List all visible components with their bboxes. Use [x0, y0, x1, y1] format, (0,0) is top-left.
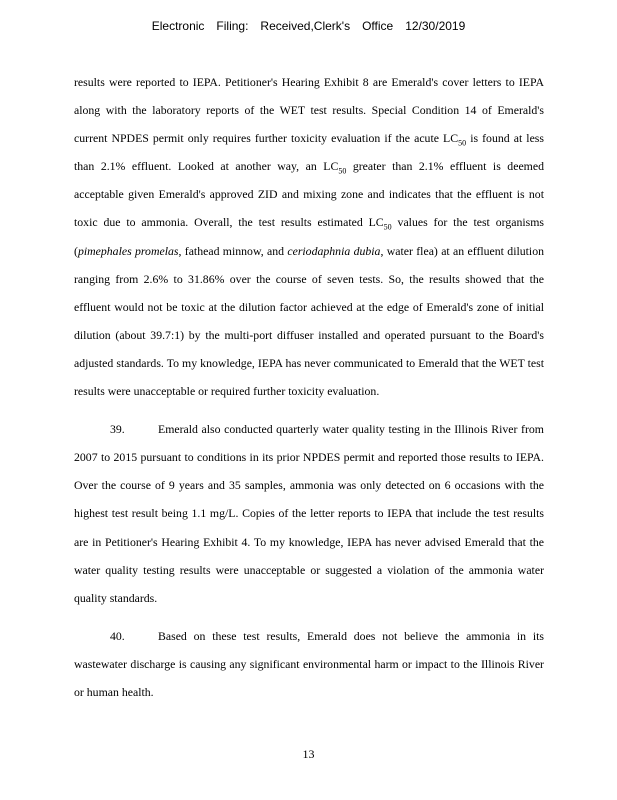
paragraph-40: [74, 622, 544, 706]
header-office: Office: [362, 19, 394, 33]
page-number: 13: [302, 747, 315, 761]
header-received-clerk: Received,Clerk's: [260, 19, 351, 33]
paragraph-38-continued: results were reported to IEPA. Petitioner's Hearing Exhibit 8 are Emerald's cover letters to IEPA along with the laboratory reports of the WET test results. Special Condition 14 of Emerald's current NPDES permit only requires further toxicity evaluation if the acute $LC_{50}$ is found at less than 2.1% effluent. Looked at another way, an $LC_{50}$ greater than 2.1% effluent is deemed acceptable given Emerald's approved ZID and mixing zone and indicates that the effluent is not toxic due to ammonia. Overall, the test results estimated $LC_{50}$ values for the test organisms (pimephales promelas, fathead minnow, and ceriodaphnia dubia, water flea) at an effluent dilution ranging from 2.6% to 31.86% over the course of seven tests. So, the results showed that the effluent would not be toxic at the dilution factor achieved at the edge of Emerald's zone of initial dilution (about 39.7:1) by the multi-port diffuser installed and operated pursuant to the Board's adjusted standards. To my knowledge, IEPA has never communicated to Emerald that the WET test results were unacceptable or required further toxicity evaluation.: [74, 75, 544, 399]
paragraph-text: Based on these test results, Emerald does not believe the ammonia in its wastewater discharge is causing any significant environmental harm or impact to the Illinois River or human health.: [74, 628, 544, 699]
paragraph-number: 39.: [110, 422, 125, 437]
paragraph-number: 40.: [110, 628, 125, 643]
header-electronic: Electronic: [151, 19, 205, 33]
header-date: 12/30/2019: [405, 19, 466, 33]
paragraph-39: [74, 415, 544, 612]
header-filing: Filing:: [216, 19, 249, 33]
paragraph-text: Emerald also conducted quarterly water quality testing in the Illinois River from 2007 to 2015 pursuant to conditions in its prior NPDES permit and reported those results to IEPA. Over the course of 9 years and 35 samples, ammonia was only detected on 6 occasions with the highest test result being 1.1 mg/L. Copies of the letter reports to IEPA that include the test results are in Petitioner's Hearing Exhibit 4. To my knowledge, IEPA has never advised Emerald that the water quality testing results were unacceptable or suggested a violation of the ammonia water quality standards.: [74, 422, 544, 605]
filing-header: [0, 19, 617, 33]
document-body: [74, 68, 544, 706]
